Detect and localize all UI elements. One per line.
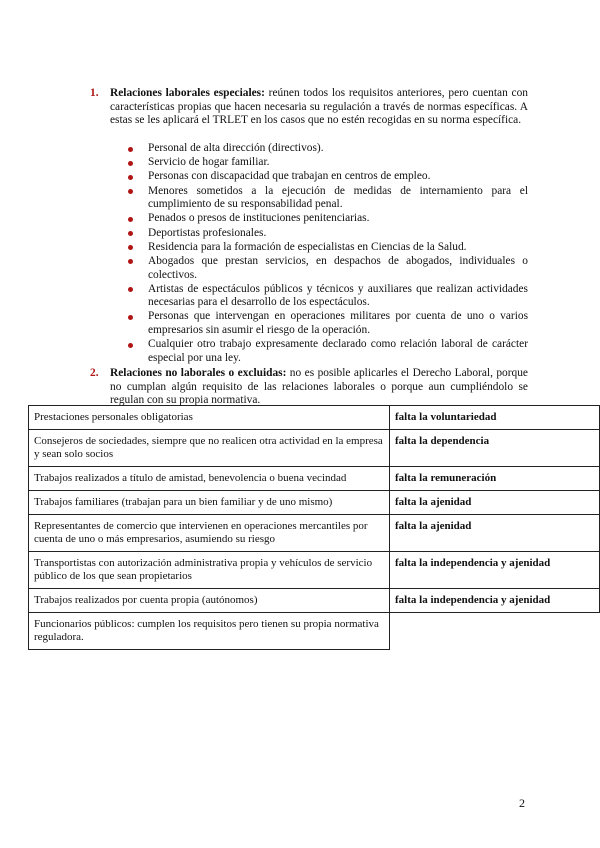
bullet-icon xyxy=(128,315,133,320)
row-reason: falta la dependencia xyxy=(390,430,600,467)
row-description: Trabajos familiares (trabajan para un bien familiar y de uno mismo) xyxy=(29,491,390,515)
list-item: Menores sometidos a la ejecución de medidas de internamiento para el cumplimiento de su responsabilidad penal. xyxy=(128,185,528,212)
row-reason: falta la ajenidad xyxy=(390,491,600,515)
table-row xyxy=(29,406,600,430)
bullet-icon xyxy=(128,189,133,194)
list-item: Penados o presos de instituciones penitenciarias. xyxy=(128,212,528,226)
row-description: Consejeros de sociedades, siempre que no realicen otra actividad en la empresa y sean solo socios xyxy=(29,430,390,467)
section-text: reúnen todos los requisitos anteriores, pero cuentan con características propias que hacen necesaria su regulación a través de normas específicas. A estas se les aplicará el TRLET en los casos que no estén recogidas en su norma específica. xyxy=(110,87,528,127)
row-description: Transportistas con autorización administrativa propia y vehículos de servicio público de los que sean propietarios xyxy=(29,552,390,589)
bullet-icon xyxy=(128,161,133,166)
row-description: Prestaciones personales obligatorias xyxy=(29,406,390,430)
section-text: no es posible aplicarles el Derecho Laboral, porque no cumplan algún requisito de las relaciones laborales o porque aun cumpliéndolo se regulan con su propia normativa. xyxy=(110,367,528,407)
list-item: Residencia para la formación de especialistas en Ciencias de la Salud. xyxy=(128,241,528,255)
row-description: Trabajos realizados a título de amistad, benevolencia o buena vecindad xyxy=(29,467,390,491)
bullet-icon xyxy=(128,343,133,348)
row-reason: falta la independencia y ajenidad xyxy=(390,589,600,613)
section-especiales xyxy=(90,87,528,128)
row-description: Funcionarios públicos: cumplen los requisitos pero tienen su propia normativa reguladora. xyxy=(29,613,390,650)
list-item: Deportistas profesionales. xyxy=(128,227,528,241)
row-reason: falta la remuneración xyxy=(390,467,600,491)
bullet-icon xyxy=(128,147,133,152)
table-row xyxy=(29,589,600,613)
table-row xyxy=(29,515,600,552)
bullet-icon xyxy=(128,287,133,292)
section-number: 2. xyxy=(90,367,99,379)
bullet-icon xyxy=(128,217,133,222)
section-title: Relaciones no laborales o excluidas: xyxy=(110,367,287,379)
section-title: Relaciones laborales especiales: xyxy=(110,87,265,99)
row-reason: falta la ajenidad xyxy=(390,515,600,552)
row-reason: falta la voluntariedad xyxy=(390,406,600,430)
list-item: Personas con discapacidad que trabajan en centros de empleo. xyxy=(128,170,528,184)
section-number: 1. xyxy=(90,87,99,99)
page-number: 2 xyxy=(519,796,525,810)
table-row xyxy=(29,552,600,589)
bullet-icon xyxy=(128,231,133,236)
list-item: Cualquier otro trabajo expresamente declarado como relación laboral de carácter especial por una ley. xyxy=(128,338,528,365)
row-description: Trabajos realizados por cuenta propia (autónomos) xyxy=(29,589,390,613)
list-item: Personal de alta dirección (directivos). xyxy=(128,142,528,156)
list-item: Personas que intervengan en operaciones militares por cuenta de uno o varios empresarios sin asumir el riesgo de la operación. xyxy=(128,310,528,337)
especiales-list xyxy=(128,142,528,366)
list-item: Abogados que prestan servicios, en despachos de abogados, individuales o colectivos. xyxy=(128,255,528,282)
row-description: Representantes de comercio que intervienen en operaciones mercantiles por cuenta de uno o más empresarios, asumiendo su riesgo xyxy=(29,515,390,552)
row-reason: falta la independencia y ajenidad xyxy=(390,552,600,589)
empty-cell xyxy=(390,613,600,650)
bullet-icon xyxy=(128,259,133,264)
table-row xyxy=(29,613,600,650)
table-row xyxy=(29,491,600,515)
list-item: Artistas de espectáculos públicos y técnicos y auxiliares que realizan actividades necesarias para el desarrollo de los espectáculos. xyxy=(128,283,528,310)
section-excluidas xyxy=(90,367,528,408)
table-row xyxy=(29,430,600,467)
list-item: Servicio de hogar familiar. xyxy=(128,156,528,170)
bullet-icon xyxy=(128,245,133,250)
table-row xyxy=(29,467,600,491)
bullet-icon xyxy=(128,175,133,180)
excluded-relations-table xyxy=(28,405,600,650)
